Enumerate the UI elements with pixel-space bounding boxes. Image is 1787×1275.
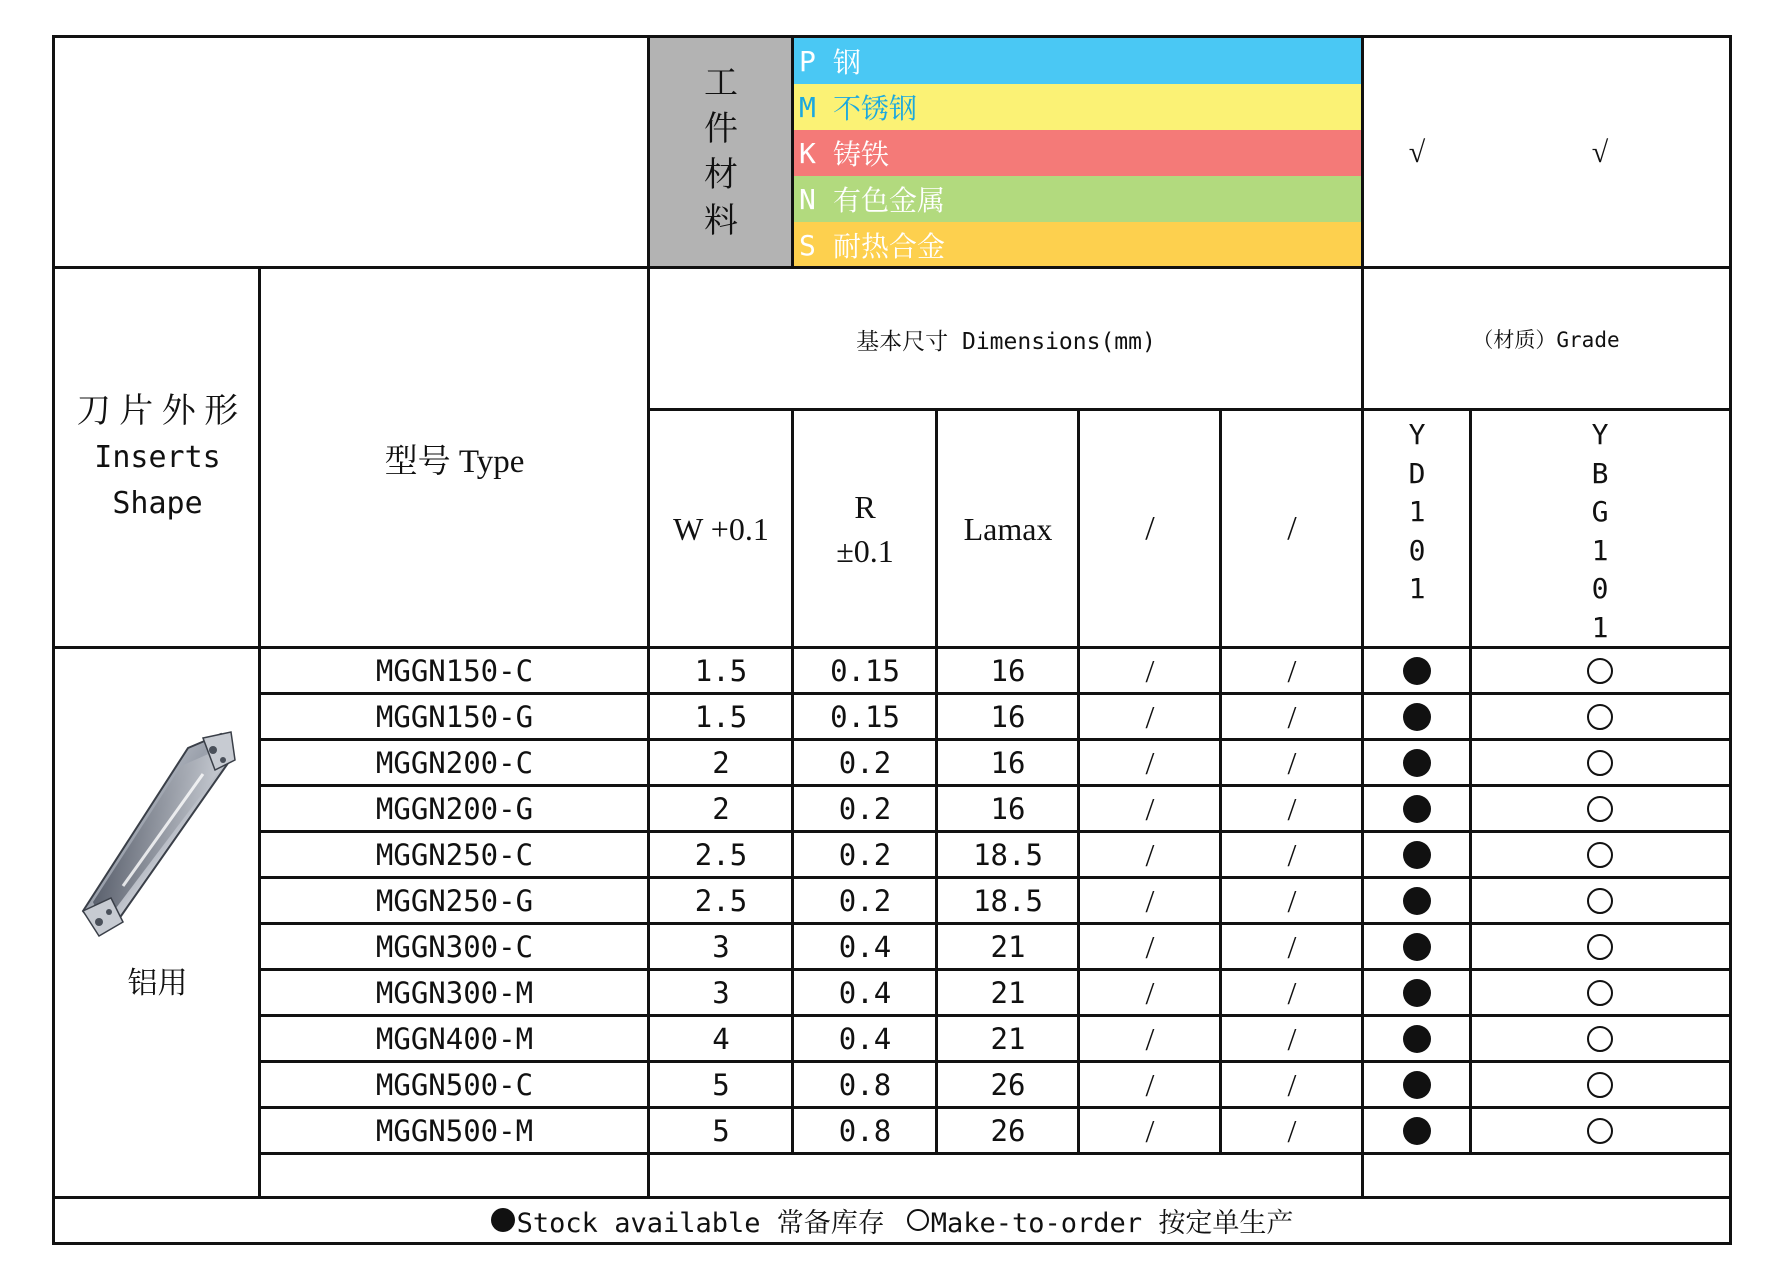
grade2-check (1471, 38, 1729, 268)
make-to-order-ring-icon (1587, 796, 1613, 822)
grade2-order-cell (1471, 832, 1729, 878)
cell-w: 2.5 (694, 884, 748, 918)
stock-dot-icon (491, 1208, 515, 1232)
material-row-m (793, 84, 1363, 130)
shape-header-cn: 刀 片 外 形 (76, 393, 239, 430)
material-name: 铸铁 (833, 140, 890, 171)
cell-r: 0.8 (838, 1114, 892, 1148)
grade-header-label: （材质）Grade (1472, 328, 1620, 352)
grade1-stock-cell (1363, 740, 1471, 786)
make-to-order-ring-icon (1587, 750, 1613, 776)
material-header-char: 材 (704, 157, 738, 194)
cell-c5: / (1287, 1112, 1297, 1149)
col-header-lamax (937, 410, 1079, 648)
material-code: K (799, 136, 816, 170)
legend-order-text: Make-to-order 按定单生产 (930, 1207, 1294, 1239)
cell-type: MGGN300-C (375, 930, 534, 964)
material-code: P (799, 44, 816, 78)
grade1-stock-cell (1363, 832, 1471, 878)
dimensions-header-label: 基本尺寸 Dimensions(mm) (856, 328, 1156, 355)
cell-c5: / (1287, 790, 1297, 827)
cell-type: MGGN200-G (375, 792, 534, 826)
col-header-grade2 (1471, 410, 1729, 648)
material-list (793, 38, 1363, 268)
make-to-order-ring-icon (1587, 888, 1613, 914)
cell-la: 16 (990, 654, 1026, 688)
cell-la: 16 (990, 700, 1026, 734)
shape-header-en2: Shape (112, 486, 203, 521)
cell-c4: / (1145, 1020, 1155, 1057)
cell-c5: / (1287, 882, 1297, 919)
grade1-stock-cell (1363, 648, 1471, 694)
material-header-char: 料 (704, 203, 738, 240)
cell-c4: / (1145, 974, 1155, 1011)
cell-w: 5 (712, 1114, 730, 1148)
material-code: M (799, 90, 816, 124)
cell-type: MGGN300-M (375, 976, 534, 1010)
cell-la: 16 (990, 792, 1026, 826)
grade2-order-cell (1471, 694, 1729, 740)
grade1-stock-cell (1363, 970, 1471, 1016)
cell-type: MGGN150-C (375, 654, 534, 688)
grade2-order-cell (1471, 970, 1729, 1016)
stock-dot-icon (1403, 703, 1431, 731)
material-name: 耐热合金 (833, 232, 946, 263)
check-mark: √ (1591, 136, 1609, 169)
cell-c5: / (1287, 652, 1297, 689)
shape-header-en1: Inserts (94, 440, 221, 475)
grade-label-char: Y (1408, 418, 1426, 451)
cell-c4: / (1145, 1066, 1155, 1103)
grade-label-char: 1 (1408, 572, 1426, 605)
cell-r: 0.2 (838, 838, 892, 872)
material-row-k (793, 130, 1363, 176)
cell-w: 2 (712, 792, 730, 826)
cell-c4: / (1145, 744, 1155, 781)
cell-r: 0.8 (838, 1068, 892, 1102)
cell-type: MGGN200-C (375, 746, 534, 780)
grade-label-char: B (1591, 456, 1609, 490)
material-name: 有色金属 (833, 186, 946, 217)
cell-r: 0.2 (838, 746, 892, 780)
col-4-label: / (1145, 510, 1155, 547)
cell-type: MGGN500-C (375, 1068, 534, 1102)
cell-c4: / (1145, 882, 1155, 919)
cell-c4: / (1145, 1112, 1155, 1149)
cell-c4: / (1145, 836, 1155, 873)
cell-w: 5 (712, 1068, 730, 1102)
material-row-s (793, 222, 1363, 268)
shape-caption: 铝用 (127, 967, 188, 1000)
material-row-p (793, 38, 1363, 84)
cell-w: 1.5 (694, 654, 748, 688)
stock-dot-icon (1403, 795, 1431, 823)
grade2-order-cell (1471, 648, 1729, 694)
make-to-order-ring-icon (1587, 934, 1613, 960)
dimensions-header (649, 268, 1363, 410)
grade-label-char: 1 (1591, 610, 1609, 644)
cell-c5: / (1287, 928, 1297, 965)
material-header-char: 件 (704, 111, 738, 148)
cell-type: MGGN250-G (375, 884, 534, 918)
cell-c5: / (1287, 836, 1297, 873)
cell-c5: / (1287, 974, 1297, 1011)
col-5-label: / (1287, 510, 1297, 547)
grade2-order-cell (1471, 924, 1729, 970)
check-mark: √ (1408, 136, 1426, 169)
col-header-4 (1079, 410, 1221, 648)
grade-label-char: G (1591, 495, 1609, 528)
cell-r: 0.4 (838, 1022, 892, 1056)
grade2-order-cell (1471, 1108, 1729, 1154)
col-header-5 (1221, 410, 1363, 648)
cell-la: 18.5 (973, 838, 1043, 872)
col-r-label-1: R (854, 489, 876, 525)
cell-w: 2.5 (694, 838, 748, 872)
grade1-stock-cell (1363, 924, 1471, 970)
type-header (260, 268, 649, 648)
make-to-order-ring-icon (1587, 1118, 1613, 1144)
grade-header (1363, 268, 1729, 410)
cell-c5: / (1287, 1020, 1297, 1057)
stock-dot-icon (1403, 749, 1431, 777)
grade2-order-cell (1471, 878, 1729, 924)
cell-w: 4 (712, 1022, 730, 1056)
material-name: 不锈钢 (833, 94, 918, 125)
cell-w: 1.5 (694, 700, 748, 734)
make-to-order-ring-icon (1587, 980, 1613, 1006)
grade2-order-cell (1471, 1016, 1729, 1062)
cell-la: 21 (990, 976, 1026, 1010)
cell-la: 26 (990, 1114, 1026, 1148)
cell-r: 0.2 (838, 884, 892, 918)
cell-w: 3 (712, 976, 730, 1010)
cell-w: 2 (712, 746, 730, 780)
cell-type: MGGN400-M (375, 1022, 534, 1056)
stock-dot-icon (1403, 841, 1431, 869)
cell-r: 0.15 (830, 700, 900, 734)
cell-la: 26 (990, 1068, 1026, 1102)
stock-dot-icon (1403, 933, 1431, 961)
cell-w: 3 (712, 930, 730, 964)
cell-la: 16 (990, 746, 1026, 780)
material-header-label (704, 61, 738, 245)
cell-r: 0.2 (838, 792, 892, 826)
data-rows (55, 648, 1729, 1152)
cell-r: 0.4 (838, 976, 892, 1010)
stock-dot-icon (1403, 979, 1431, 1007)
col-header-grade1 (1363, 410, 1471, 648)
legend-stock-text: Stock available 常备库存 (516, 1207, 885, 1239)
cell-c4: / (1145, 928, 1155, 965)
grade-label-char: 0 (1591, 572, 1609, 605)
cell-c5: / (1287, 1066, 1297, 1103)
grade2-order-cell (1471, 786, 1729, 832)
grade1-stock-cell (1363, 878, 1471, 924)
cell-c5: / (1287, 698, 1297, 735)
cell-la: 21 (990, 1022, 1026, 1056)
grade1-stock-cell (1363, 1108, 1471, 1154)
stock-dot-icon (1403, 1071, 1431, 1099)
make-to-order-ring-icon (1587, 704, 1613, 730)
cell-r: 0.4 (838, 930, 892, 964)
legend-row (55, 1198, 1729, 1242)
type-header-label: 型号 Type (384, 443, 525, 480)
grade2-label (1592, 416, 1609, 647)
grade-label-char: Y (1591, 418, 1609, 451)
make-to-order-ring-icon (1587, 842, 1613, 868)
material-row-n (793, 176, 1363, 222)
shape-header (55, 268, 260, 648)
cell-la: 18.5 (973, 884, 1043, 918)
grade1-stock-cell (1363, 786, 1471, 832)
grade1-check (1363, 38, 1471, 268)
stock-dot-icon (1403, 1025, 1431, 1053)
cell-c5: / (1287, 744, 1297, 781)
grade-label-char: 1 (1591, 533, 1609, 567)
cell-type: MGGN250-C (375, 838, 534, 872)
grade-label-char: 1 (1408, 495, 1426, 528)
grade-label-char: D (1408, 456, 1426, 490)
col-w-label: W +0.1 (673, 510, 769, 547)
col-r-label-2: ±0.1 (836, 533, 894, 569)
make-to-order-ring-icon (907, 1209, 929, 1231)
grade1-stock-cell (1363, 694, 1471, 740)
product-table (52, 35, 1732, 1245)
cell-c4: / (1145, 790, 1155, 827)
make-to-order-ring-icon (1587, 1026, 1613, 1052)
make-to-order-ring-icon (1587, 658, 1613, 684)
grade2-order-cell (1471, 1062, 1729, 1108)
cell-c4: / (1145, 698, 1155, 735)
material-header-cell (649, 38, 793, 268)
grade1-stock-cell (1363, 1062, 1471, 1108)
col-header-r (793, 410, 937, 648)
stock-dot-icon (1403, 1117, 1431, 1145)
stock-dot-icon (1403, 887, 1431, 915)
grade2-order-cell (1471, 740, 1729, 786)
material-code: S (799, 228, 816, 262)
material-code: N (799, 182, 816, 216)
cell-type: MGGN500-M (375, 1114, 534, 1148)
grade1-stock-cell (1363, 1016, 1471, 1062)
stock-dot-icon (1403, 657, 1431, 685)
grade-label-char: 0 (1408, 533, 1426, 567)
make-to-order-ring-icon (1587, 1072, 1613, 1098)
cell-c4: / (1145, 652, 1155, 689)
material-name: 钢 (833, 48, 862, 79)
col-lamax-label: Lamax (963, 510, 1053, 547)
cell-r: 0.15 (830, 654, 900, 688)
grade1-label (1409, 416, 1426, 609)
cell-type: MGGN150-G (375, 700, 534, 734)
cell-la: 21 (990, 930, 1026, 964)
material-header-char: 工 (704, 65, 738, 102)
col-header-w (649, 410, 793, 648)
